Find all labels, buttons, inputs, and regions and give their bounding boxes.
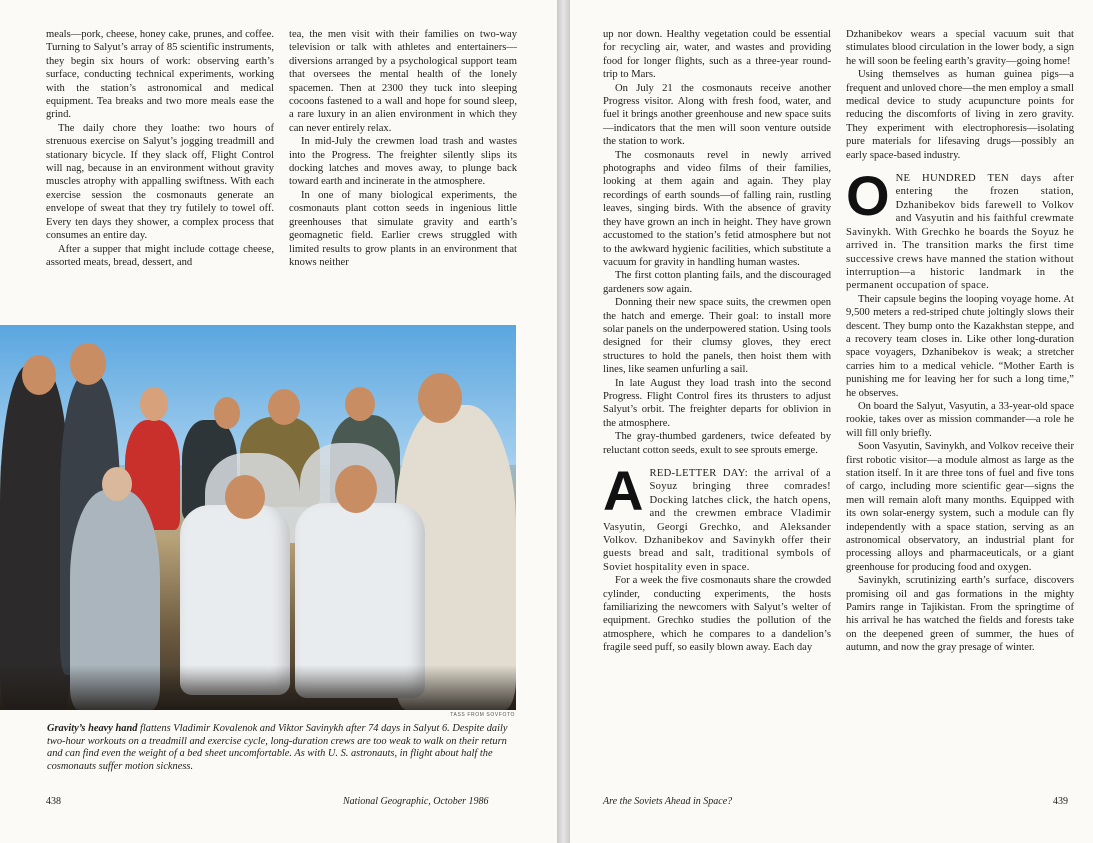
photo-head: [214, 397, 240, 429]
paragraph: Donning their new space suits, the crewmen open the hatch and emerge. Their goal: to install more solar panels on the underpowered station. Using tools designed for their clumsy gloves, they erect structures to hold the panels, then hoist them with lines, like seamen unfurling a sail.: [603, 297, 831, 376]
photo-head: [335, 465, 377, 513]
photo-head: [418, 373, 462, 423]
left-column-1: [46, 28, 274, 269]
drop-cap: O: [846, 164, 890, 228]
paragraph: meals—pork, cheese, honey cake, prunes, and coffee. Turning to Salyut’s array of 85 scientific instruments, they begin six hours of work: observing earth’s surface, conducting technical experiments, working with the station’s astronomical and medical equipment. Tea breaks and two more meals ease the grind.: [46, 29, 274, 121]
photo-head: [22, 355, 56, 395]
paragraph: The daily chore they loathe: two hours of strenuous exercise on Salyut’s jogging treadmill and stationary bicycle. If they slack off, Flight Control will nag, because in an environment without gravity muscles atrophy with appalling swiftness. With each exercise session the cosmonauts generate an envelope of sweat that they try futilely to towel off. Every ten days they shower, a complex process that consumes an entire day.: [46, 122, 274, 242]
page-number-left: 438: [46, 796, 61, 807]
right-column-2: [846, 28, 1074, 655]
left-column-2: [289, 28, 517, 269]
paragraph: In late August they load trash into the second Progress. Flight Control fires its thrusters to adjust Salyut’s orbit. The freighter departs for oblivion in the atmosphere.: [603, 377, 831, 429]
paragraph: On board the Salyut, Vasyutin, a 33-year-old space rookie, takes over as mission commander—a role he will fill only briefly.: [846, 400, 1074, 439]
photo-head: [268, 389, 300, 425]
photo-head: [345, 387, 375, 421]
paragraph: In one of many biological experiments, the cosmonauts plant cotton seeds in ingenious little greenhouses that simulate gravity and earth’s geomagnetic field. Earlier crews struggled with limited results to grow plants in an environment that knows neither: [289, 189, 517, 268]
paragraph: Their capsule begins the looping voyage home. At 9,500 meters a red-striped chute joltingly slows their descent. They bump onto the Kazakhstan steppe, and a recovery team closes in. Like other long-duration space voyagers, Dzhanibekov is weak; a stretcher carries him to a medical vehicle. “Mother Earth is punishing me for leaving her for such a long time,” he observes.: [846, 293, 1074, 399]
right-page: [570, 0, 1093, 843]
right-column-1: [603, 28, 831, 655]
photo-head: [70, 343, 106, 385]
section-opening-text: RED-LETTER DAY: the arrival of a Soyuz bringing three comrades! Docking latches click, the hatch opens, and the crewmen embrace Vladimir Vasyutin, Georgi Grechko, and Aleksander Volkov. Dzhanibekov and Savinykh offer their guests bread and salt, traditional symbols of Soviet hospitality even in space.: [603, 468, 831, 573]
paragraph: The cosmonauts revel in newly arrived photographs and video films of their families, looking at them again and again. They play recordings of earth sounds—of falling rain, rustling leaves, singing birds. With the absence of gravity they have grown an inch in height. They have grown accustomed to the station’s fetid atmosphere but not to the awkward hygienic facilities, which substitute a vacuum for gravity in handling human wastes.: [603, 149, 831, 268]
footer-title-left: National Geographic, October 1986: [343, 796, 489, 807]
paragraph: For a week the five cosmonauts share the crowded cylinder, conducting experiments, the hosts familiarizing the newcomers with Salyut’s welter of equipment. Grechko studies the pollution of the atmosphere, which he compares to a dandelion’s fragile seed puff, so easily blown away. Each day: [603, 575, 831, 654]
photo-caption: [47, 723, 517, 773]
cosmonauts-photo: [0, 325, 516, 710]
section-opening-paragraph: [846, 164, 1074, 293]
paragraph: On July 21 the cosmonauts receive another Progress visitor. Along with fresh food, water, and fuel it brings another greenhouse and new space suits—indicators that the men will soon venture outside the station to work.: [603, 82, 831, 148]
paragraph: Dzhanibekov wears a special vacuum suit that stimulates blood circulation in the lower body, a sign he will soon be feeling earth’s gravity—going home!: [846, 29, 1074, 67]
paragraph: tea, the men visit with their families on two-way television or talk with athletes and entertainers—diversions arranged by a psychological support team that oversees the mental health of the lonely spacemen. Then at 2300 they tuck into sleeping cocoons fastened to a wall and hope for sound sleep, a rare luxury in an alien environment in which they can never entirely relax.: [289, 29, 517, 134]
paragraph: After a supper that might include cottage cheese, assorted meats, bread, dessert, and: [46, 243, 274, 268]
paragraph: Using themselves as human guinea pigs—a frequent and unloved chore—the men employ a small medical device to study acupuncture points for reducing the discomforts of living in zero gravity. They experiment with electrophoresis—isolating pure materials for lifesaving drugs—possibly an early space-based industry.: [846, 69, 1074, 161]
paragraph: The gray-thumbed gardeners, twice defeated by reluctant cotton seeds, exult to see sprouts emerge.: [603, 431, 831, 456]
footer-title-right: Are the Soviets Ahead in Space?: [603, 796, 733, 807]
drop-cap: A: [603, 459, 644, 522]
paragraph: up nor down. Healthy vegetation could be essential for recycling air, water, and wastes and providing food for longer flights, such as a three-year round-trip to Mars.: [603, 29, 831, 81]
caption-lead: Gravity’s heavy hand: [47, 723, 138, 734]
paragraph: Savinykh, scrutinizing earth’s surface, discovers promising oil and gas formations in the mighty Pamirs range in Tajikistan. From the springtime of his arrival he has watched the fields and forests take on the deepened green of summer, the hues of autumn, and now the gray presage of winter.: [846, 575, 1074, 654]
section-opening-text: NE HUNDRED TEN days after entering the frozen station, Dzhanibekov bids farewell to Volkov and Vasyutin and his faithful crewmate Savinykh. With Grechko he boards the Soyuz he arrived in. The transition marks the first time successive crews have manned the station without interruption—a historic landmark in the permanent occupation of space.: [846, 173, 1074, 292]
paragraph: The first cotton planting fails, and the discouraged gardeners sow again.: [603, 270, 831, 295]
caption-text: flattens Vladimir Kovalenok and Viktor Savinykh after 74 days in Salyut 6. Despite daily two-hour workouts on a treadmill and exercise cycle, long-duration crews are too weak to walk on their return and can find even the weight of a bed sheet uncomfortable. As with U. S. astronauts, in flight about half the cosmonauts suffer motion sickness.: [47, 723, 508, 772]
paragraph: Soon Vasyutin, Savinykh, and Volkov receive their first robotic visitor—a module almost as large as the station itself. In it are three tons of fuel and five tons of cargo, including more scientific gear—signs the men will remain aloft many months. Equipped with its own solar-energy system, such a module can fly independently with a space station, serving as an astronomical observatory, an industrial plant for processing alloys and pharmaceuticals, or a giant greenhouse for producing food and oxygen.: [846, 441, 1074, 573]
photo-head: [225, 475, 265, 519]
page-number-right: 439: [1053, 796, 1068, 807]
photo-head: [102, 467, 132, 501]
photo-ground: [0, 665, 516, 710]
photo-credit: TASS FROM SOVFOTO: [450, 712, 515, 718]
section-opening-paragraph: [603, 459, 831, 574]
photo-head: [140, 387, 168, 421]
paragraph: In mid-July the crewmen load trash and wastes into the Progress. The freighter silently slips its docking latches and moves away, to plunge back toward earth and incinerate in the atmosphere.: [289, 136, 517, 188]
page-gutter: [557, 0, 570, 843]
